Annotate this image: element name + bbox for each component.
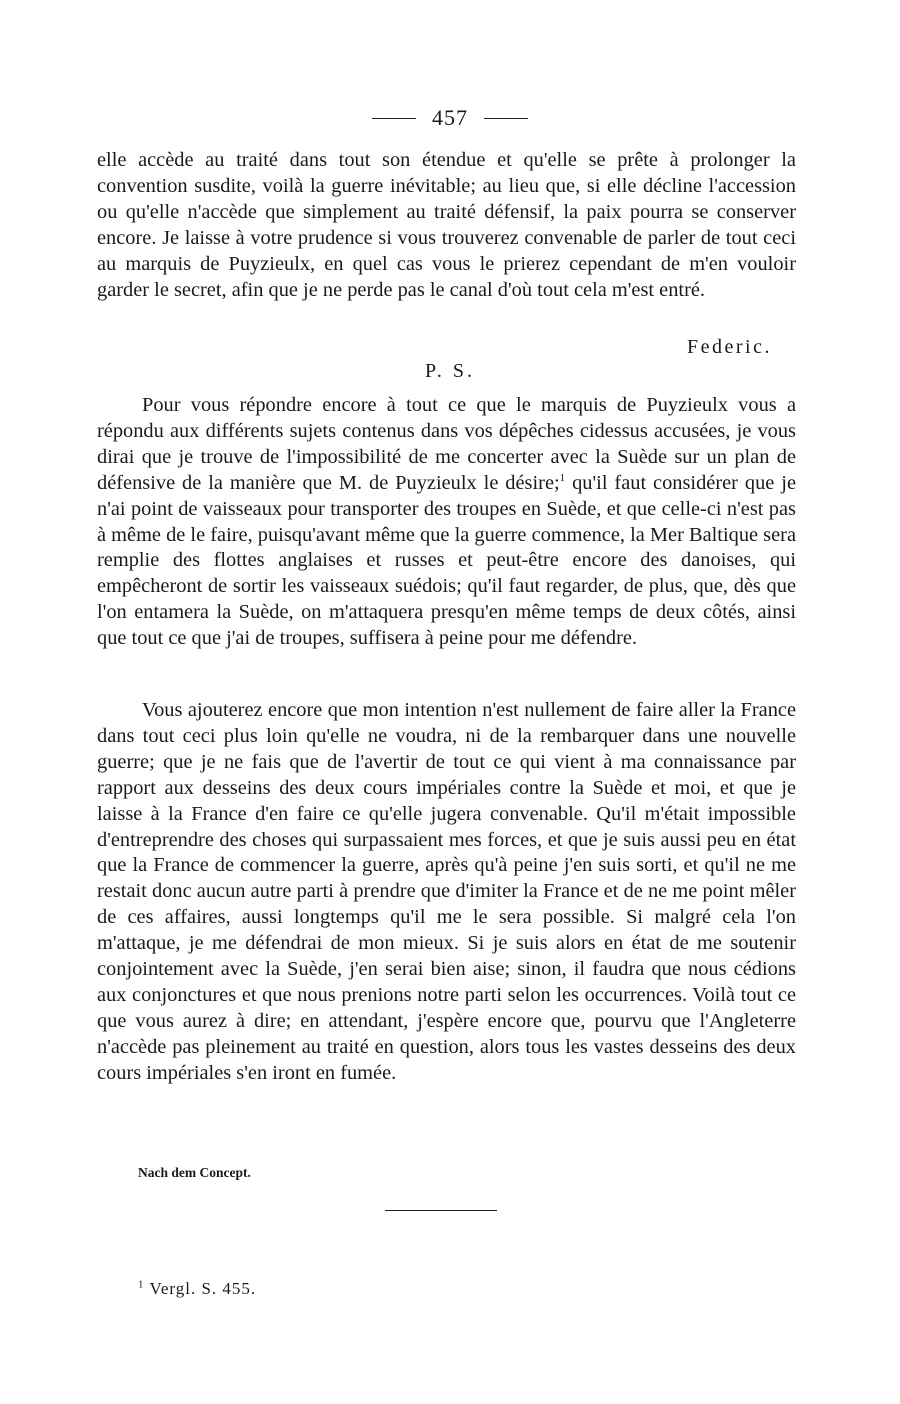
footnote — [138, 1279, 256, 1299]
header-rule-right — [484, 118, 528, 119]
signature: Federic. — [687, 336, 772, 358]
postscript-paragraph-1-text-b: qu'il faut considérer que je n'ai point de vaisseaux pour transporter des troupes en Suède, et que celle-ci n'est pas à même de le faire, puisqu'avant même que la guerre commence, la Mer Baltique sera remplie des flottes anglaises et russes et peut-être encore des danoises, qui empêcheront de sortir les vaisseaux suédois; qu'il faut regarder, de plus, que, dès que l'on entamera la Suède, on m'attaquera presqu'en même temps de deux côtés, ainsi que tout ce que j'ai de troupes, suffisera à peine pour me défendre. — [97, 471, 796, 650]
source-note: Nach dem Concept. — [138, 1165, 251, 1180]
letter-paragraph-1: elle accède au traité dans tout son étendue et qu'elle se prête à prolonger la convention susdite, voilà la guerre inévitable; au lieu que, si elle décline l'accession ou qu'elle n'accède que simplement au traité défensif, la paix pourra se conserver encore. Je laisse à votre prudence si vous trouverez convenable de parler de tout ceci au marquis de Puyzieulx, en quel cas vous le prierez cependant de m'en vouloir garder le secret, afin que je ne perde pas le canal d'où tout cela m'est entré. — [97, 149, 796, 301]
footnote-mark: 1 — [138, 1278, 145, 1291]
postscript-paragraph-2: Vous ajouterez encore que mon intention n'est nullement de faire aller la France dans tout ceci plus loin qu'elle ne voudra, ni de la rembarquer dans une nouvelle guerre; que je ne fais que de l'avertir de tout ce qui vient à ma connaissance par rapport aux desseins des deux cours impériales contre la Suède et moi, et que je laisse à la France d'en faire ce qu'elle jugera convenable. Qu'il m'était impossible d'entreprendre des choses qui surpassaient mes forces, et que je suis aussi peu en état que la France de commencer la guerre, après qu'à peine j'en suis sorti, et qu'il ne me restait donc aucun autre parti à prendre que d'imiter la France et de ne me point mêler de ces affaires, aussi longtemps qu'il me le sera possible. Si malgré cela l'on m'attaque, je me défendrai de mon mieux. Si je suis alors en état de me soutenir conjointement avec la Suède, j'en serai bien aise; sinon, il faudra que nous cédions aux conjonctures et que nous prenions notre parti selon les occurrences. Voilà tout ce que vous aurez à dire; en attendant, j'espère encore que, pourvu que l'Angleterre n'accède pas pleinement au traité en question, alors tous les vastes desseins des deux cours impériales s'en iront en fumée. — [97, 699, 796, 1084]
postscript-paragraph-1-text-a: Pour vous répondre encore à tout ce que le marquis de Puyzieulx vous a répondu aux différents sujets contenus dans vos dépêches cidessus accusées, je vous dirai que je trouve de l'impossibilité de me concerter avec la Suède sur un plan de défensive de la manière que M. de Puyzieulx le désire; — [97, 394, 796, 494]
page-header — [0, 100, 900, 136]
postscript-paragraph-1 — [97, 393, 796, 652]
footnote-reference: 1 — [559, 471, 566, 484]
header-rule-left — [372, 118, 416, 119]
page-number: 457 — [432, 105, 468, 130]
postscript-heading: P. S. — [424, 360, 476, 382]
footnote-text: Vergl. S. 455. — [149, 1279, 257, 1298]
footnote-separator — [385, 1210, 497, 1211]
